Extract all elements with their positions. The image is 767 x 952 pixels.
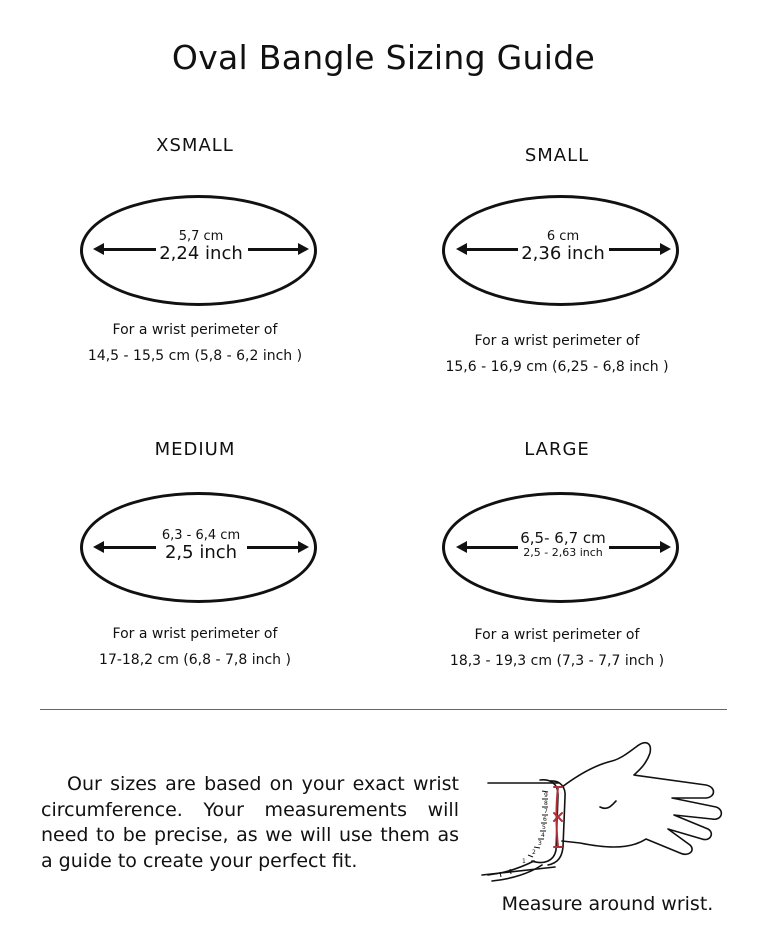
oval-xsmall — [80, 195, 317, 306]
oval-large — [442, 492, 679, 603]
tape-number: 4 — [541, 832, 545, 839]
caption-range: 15,6 - 16,9 cm (6,25 - 6,8 inch ) — [445, 359, 669, 375]
section-divider — [40, 709, 727, 710]
caption-line: For a wrist perimeter of — [474, 333, 640, 349]
page-title: Oval Bangle Sizing Guide — [171, 38, 596, 77]
size-name-small: SMALL — [524, 145, 590, 166]
tape-number: 1 — [522, 858, 526, 865]
dimension-label — [141, 529, 261, 562]
dimension-cm: 6,5- 6,7 cm — [520, 529, 606, 547]
tape-number: 9 — [544, 792, 548, 799]
dimension-cm: 6,3 - 6,4 cm — [161, 528, 241, 543]
caption-range: 17-18,2 cm (6,8 - 7,8 inch ) — [99, 652, 291, 668]
wrist-perimeter-small — [422, 328, 692, 380]
tape-number: 8 — [544, 800, 548, 807]
dimension-label — [503, 230, 623, 263]
caption-line: For a wrist perimeter of — [112, 626, 278, 642]
caption-range: 18,3 - 19,3 cm (7,3 - 7,7 inch ) — [449, 653, 665, 669]
dimension-inch: 2,36 inch — [521, 243, 605, 264]
tape-number: 2 — [532, 849, 536, 856]
tape-number: 7 — [544, 808, 548, 815]
dimension-label — [141, 230, 261, 263]
hand-outline — [562, 743, 721, 855]
size-name-xsmall: XSMALL — [156, 135, 234, 156]
wrist-perimeter-medium — [60, 621, 330, 673]
wrist-perimeter-large — [422, 622, 692, 674]
dimension-inch: 2,5 - 2,63 inch — [523, 546, 603, 559]
palm-crease — [600, 801, 616, 808]
wrist-perimeter-xsmall — [60, 317, 330, 369]
sizing-intro-text: Our sizes are based on your exact wrist circumference. Your measurements will need to be precise, as we will use them as a guide to create your perfect fit. — [41, 773, 459, 872]
size-name-large: LARGE — [524, 439, 590, 460]
tape-number: 6 — [543, 816, 547, 823]
oval-small — [442, 195, 679, 306]
caption-line: For a wrist perimeter of — [474, 627, 640, 643]
caption-line: For a wrist perimeter of — [112, 322, 278, 338]
dimension-label — [503, 531, 623, 558]
measure-caption: Measure around wrist. — [501, 893, 714, 915]
dimension-inch: 2,24 inch — [159, 243, 243, 264]
dimension-cm: 5,7 cm — [178, 229, 224, 244]
size-name-medium: MEDIUM — [154, 439, 236, 460]
tape-number: 5 — [542, 824, 546, 831]
caption-range: 14,5 - 15,5 cm (5,8 - 6,2 inch ) — [87, 348, 303, 364]
dimension-inch: 2,5 inch — [164, 542, 238, 563]
tape-number: 3 — [538, 840, 542, 847]
oval-medium — [80, 492, 317, 603]
hand-measuring-wrist-icon — [470, 735, 730, 885]
dimension-cm: 6 cm — [546, 229, 580, 244]
